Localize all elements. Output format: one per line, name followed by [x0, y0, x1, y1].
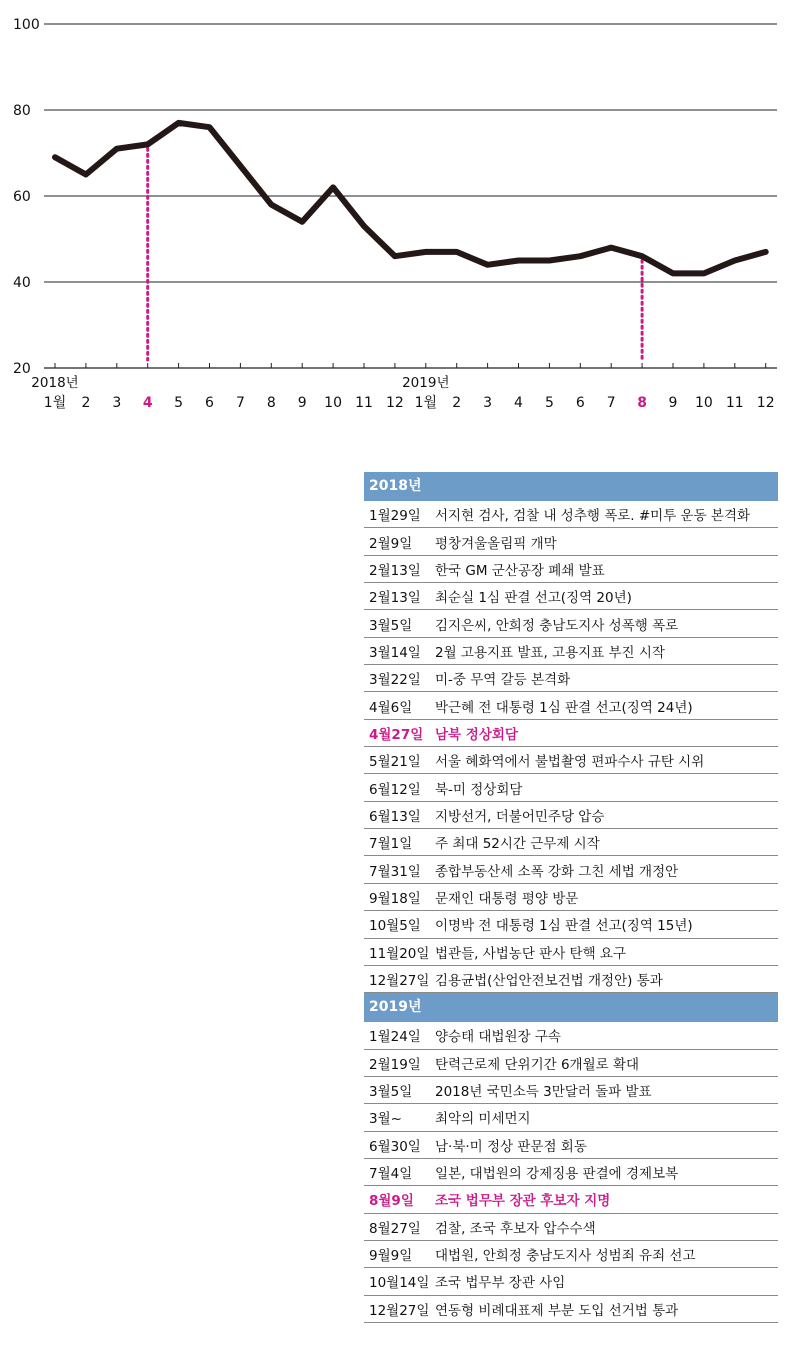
- data-point: [517, 259, 521, 263]
- data-point: [702, 271, 706, 275]
- event-text: 서울 혜화역에서 불법촬영 편파수사 규탄 시위: [435, 754, 705, 771]
- event-row: [364, 501, 778, 528]
- event-row: [364, 1104, 778, 1131]
- y-tick-label: 60: [13, 189, 31, 205]
- x-tick-label: 7: [606, 395, 616, 411]
- event-date: 5월21일: [369, 754, 421, 771]
- data-point: [609, 246, 613, 250]
- data-point: [362, 224, 366, 228]
- event-date: 2월9일: [369, 535, 413, 552]
- event-date: 8월27일: [369, 1220, 421, 1237]
- x-tick-label: 1월: [414, 395, 438, 411]
- event-text: 탄력근로제 단위기간 6개월로 확대: [435, 1056, 640, 1073]
- event-text: 한국 GM 군산공장 폐쇄 발표: [435, 562, 605, 579]
- x-tick-label: 4: [142, 395, 153, 411]
- x-tick-label: 6: [205, 395, 214, 411]
- x-tick-label: 5: [544, 395, 554, 411]
- x-tick-label: 3: [112, 395, 122, 411]
- event-row: [364, 1132, 778, 1159]
- event-text: 조국 법무부 장관 사임: [435, 1275, 566, 1292]
- data-point: [424, 250, 428, 254]
- data-point: [455, 250, 459, 254]
- event-row: [364, 802, 778, 829]
- event-date: 3월~: [369, 1111, 402, 1128]
- x-tick-label: 1월: [43, 395, 67, 411]
- event-text: 검찰, 조국 후보자 압수수색: [435, 1220, 596, 1237]
- data-point: [53, 155, 57, 159]
- event-row: [364, 884, 778, 911]
- event-row: [364, 1022, 778, 1049]
- event-date: 1월24일: [369, 1029, 421, 1046]
- data-point: [238, 164, 242, 168]
- data-point: [115, 147, 119, 151]
- data-point: [547, 259, 551, 263]
- event-row: [364, 1186, 778, 1213]
- event-date: 9월9일: [369, 1248, 413, 1265]
- event-date: 7월31일: [369, 863, 421, 880]
- x-tick-label: 12: [385, 395, 404, 411]
- data-point: [486, 263, 490, 267]
- y-tick-label: 80: [13, 103, 31, 119]
- x-tick-label: 10: [694, 395, 713, 411]
- x-tick-label: 8: [637, 395, 647, 411]
- event-text: 서지현 검사, 검찰 내 성추행 폭로. #미투 운동 본격화: [435, 508, 751, 525]
- event-date: 12월27일: [369, 1302, 430, 1319]
- x-tick-label: 6: [575, 395, 585, 411]
- event-row: [364, 692, 778, 719]
- event-row: [364, 556, 778, 583]
- year-label: 2018년: [31, 375, 79, 391]
- y-tick-label: 100: [13, 17, 40, 33]
- event-text: 종합부동산세 소폭 강화 그친 세법 개정안: [435, 863, 679, 880]
- event-row: [364, 911, 778, 938]
- event-date: 4월6일: [369, 699, 413, 716]
- event-text: 김지은씨, 안희정 충남도지사 성폭행 폭로: [435, 617, 679, 634]
- event-date: 12월27일: [369, 973, 430, 990]
- event-date: 6월13일: [369, 808, 421, 825]
- event-text: 연동형 비례대표제 부분 도입 선거법 통과: [435, 1302, 679, 1319]
- event-date: 1월29일: [369, 508, 421, 525]
- event-date: 2월19일: [369, 1056, 421, 1073]
- event-row: [364, 583, 778, 610]
- x-tick-label: 8: [266, 395, 276, 411]
- x-tick-label: 2: [452, 395, 462, 411]
- event-date: 2월13일: [369, 590, 421, 607]
- event-text: 양승태 대법원장 구속: [435, 1029, 561, 1046]
- event-row: [364, 747, 778, 774]
- event-text: 박근혜 전 대통령 1심 판결 선고(징역 24년): [435, 699, 693, 716]
- event-date: 10월14일: [369, 1275, 430, 1292]
- event-date: 7월1일: [369, 836, 413, 853]
- data-point: [764, 250, 768, 254]
- data-point: [733, 259, 737, 263]
- event-row: [364, 720, 778, 747]
- event-date: 3월22일: [369, 672, 421, 689]
- axis-labels: [13, 17, 775, 411]
- x-tick-label: 10: [324, 395, 343, 411]
- y-tick-label: 20: [13, 361, 31, 377]
- event-text: 남북 정상회담: [435, 726, 518, 743]
- event-row: [364, 1077, 778, 1104]
- x-tick-label: 12: [756, 395, 775, 411]
- approval-line-chart: [0, 0, 801, 430]
- data-point: [640, 254, 644, 258]
- year-label: 2019년: [402, 375, 450, 391]
- x-tick-label: 3: [483, 395, 493, 411]
- event-text: 주 최대 52시간 근무제 시작: [435, 836, 600, 853]
- year-header: 2018년: [364, 472, 778, 501]
- event-date: 3월5일: [369, 1084, 413, 1101]
- data-point: [300, 220, 304, 224]
- event-date: 11월20일: [369, 945, 430, 962]
- data-point: [208, 125, 212, 129]
- x-tick-label: 9: [297, 395, 307, 411]
- event-row: [364, 939, 778, 966]
- x-tick-label: 7: [235, 395, 245, 411]
- y-tick-label: 40: [13, 275, 31, 291]
- event-row: [364, 1050, 778, 1077]
- events-timeline: [364, 472, 778, 1323]
- event-text: 법관들, 사법농단 판사 탄핵 요구: [435, 945, 626, 962]
- data-point: [331, 185, 335, 189]
- event-text: 남·북·미 정상 판문점 회동: [435, 1138, 587, 1155]
- event-date: 7월4일: [369, 1166, 413, 1183]
- event-text: 최악의 미세먼지: [435, 1111, 531, 1128]
- event-row: [364, 1214, 778, 1241]
- event-row: [364, 1159, 778, 1186]
- event-date: 8월9일: [369, 1193, 414, 1210]
- data-point: [84, 173, 88, 177]
- event-date: 6월30일: [369, 1138, 421, 1155]
- event-text: 문재인 대통령 평양 방문: [435, 890, 579, 907]
- event-text: 이명박 전 대통령 1심 판결 선고(징역 15년): [435, 918, 693, 935]
- event-row: [364, 966, 778, 993]
- event-row: [364, 528, 778, 555]
- x-tick-label: 11: [355, 395, 373, 411]
- event-text: 2018년 국민소득 3만달러 돌파 발표: [435, 1084, 652, 1101]
- data-point: [177, 121, 181, 125]
- event-row: [364, 1241, 778, 1268]
- event-row: [364, 665, 778, 692]
- data-point: [578, 254, 582, 258]
- event-text: 북-미 정상회담: [435, 781, 523, 798]
- event-row: [364, 774, 778, 801]
- x-tick-label: 9: [668, 395, 678, 411]
- x-tick-label: 4: [514, 395, 523, 411]
- event-date: 9월18일: [369, 890, 421, 907]
- x-tick-label: 5: [174, 395, 184, 411]
- event-date: 10월5일: [369, 918, 421, 935]
- x-tick-label: 2: [81, 395, 91, 411]
- event-date: 3월14일: [369, 644, 421, 661]
- event-text: 일본, 대법원의 강제징용 판결에 경제보복: [435, 1166, 679, 1183]
- x-axis-ticks: [55, 363, 766, 368]
- event-text: 김용균법(산업안전보건법 개정안) 통과: [435, 973, 663, 990]
- event-row: [364, 829, 778, 856]
- event-text: 2월 고용지표 발표, 고용지표 부진 시작: [435, 644, 665, 661]
- event-text: 최순실 1심 판결 선고(징역 20년): [435, 590, 632, 607]
- year-header: 2019년: [364, 993, 778, 1022]
- data-point: [393, 254, 397, 258]
- event-row: [364, 1268, 778, 1295]
- grid-lines: [44, 24, 777, 368]
- event-date: 4월27일: [369, 726, 424, 743]
- event-text: 미-중 무역 갈등 본격화: [435, 672, 571, 689]
- series-line: [55, 123, 766, 274]
- event-text: 지방선거, 더불어민주당 압승: [435, 808, 605, 825]
- event-date: 2월13일: [369, 562, 421, 579]
- event-text: 조국 법무부 장관 후보자 지명: [435, 1193, 611, 1210]
- x-tick-label: 11: [725, 395, 744, 411]
- event-date: 6월12일: [369, 781, 421, 798]
- event-row: [364, 856, 778, 883]
- event-row: [364, 610, 778, 637]
- event-date: 3월5일: [369, 617, 413, 634]
- event-text: 대법원, 안희정 충남도지사 성범죄 유죄 선고: [435, 1248, 696, 1265]
- data-point: [269, 203, 273, 207]
- data-point: [671, 271, 675, 275]
- data-point: [146, 142, 150, 146]
- event-row: [364, 1296, 778, 1323]
- event-row: [364, 638, 778, 665]
- event-text: 평창겨울올림픽 개막: [435, 535, 557, 552]
